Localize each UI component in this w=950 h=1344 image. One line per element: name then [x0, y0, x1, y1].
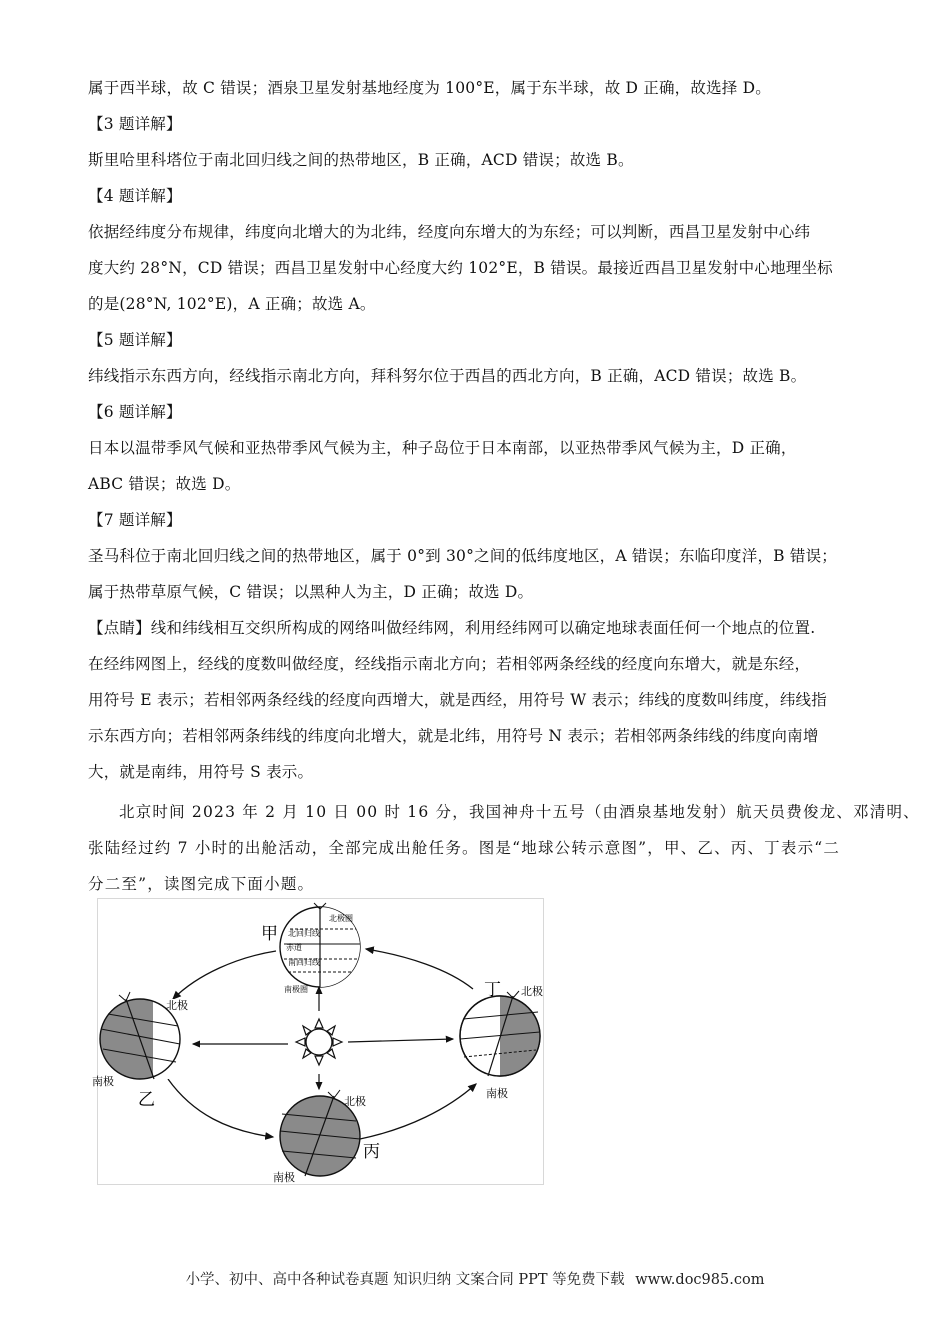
section-heading: 【5 题详解】	[88, 331, 182, 349]
label-jia: 甲	[261, 924, 278, 944]
section-heading: 【7 题详解】	[88, 511, 182, 529]
text-line: 度大约 28°N，CD 错误；西昌卫星发射中心经度大约 102°E，B 错误。最接近西昌卫星发射中心地理坐标	[88, 259, 833, 277]
page-footer	[0, 1268, 950, 1289]
earth-yi	[92, 992, 188, 1110]
label-equator: 赤道	[286, 943, 302, 952]
label-north-pole: 北极	[166, 999, 188, 1012]
document-body	[88, 70, 920, 902]
earth-revolution-diagram	[92, 898, 544, 1185]
section-heading: 【6 题详解】	[88, 403, 182, 421]
text-line: 北京时间 2023 年 2 月 10 日 00 时 16 分，我国神舟十五号（由酒泉基地发射）航天员费俊龙、邓清明、	[119, 803, 920, 821]
label-arctic-circle: 北极圈	[329, 914, 353, 923]
text-line: 大，就是南纬，用符号 S 表示。	[88, 763, 314, 781]
section-heading: 【4 题详解】	[88, 187, 182, 205]
text-line: 【点睛】线和纬线相互交织所构成的网络叫做经纬网，利用经纬网可以确定地球表面任何一个地点的位置.	[88, 619, 816, 637]
orbit-arrow	[360, 1084, 476, 1139]
label-south-pole: 南极	[92, 1075, 114, 1088]
text-line: 纬线指示东西方向，经线指示南北方向，拜科努尔位于西昌的西北方向，B 正确，ACD 错误；故选 B。	[88, 367, 807, 385]
label-south-pole: 南极	[486, 1087, 508, 1100]
footer-link[interactable]: www.doc985.com	[635, 1272, 765, 1288]
earth-jia	[261, 903, 360, 994]
text-line: 依据经纬度分布规律，纬度向北增大的为北纬，经度向东增大的为东经；可以判断，西昌卫星发射中心纬	[88, 223, 811, 241]
sun-icon	[296, 1019, 342, 1065]
label-south-pole: 南极	[273, 1171, 295, 1184]
text-line: 用符号 E 表示；若相邻两条经线的经度向西增大，就是西经，用符号 W 表示；纬线的度数叫纬度，纬线指	[88, 691, 827, 709]
text-line: 示东西方向；若相邻两条纬线的纬度向北增大，就是北纬，用符号 N 表示；若相邻两条纬线的纬度向南增	[88, 727, 819, 745]
label-yi: 乙	[138, 1090, 155, 1110]
question-intro	[88, 794, 920, 902]
label-north-pole: 北极	[521, 985, 543, 998]
orbit-arrow	[168, 1079, 273, 1137]
text-line: 属于热带草原气候，C 错误；以黑种人为主，D 正确；故选 D。	[88, 583, 534, 601]
text-line: 圣马科位于南北回归线之间的热带地区，属于 0°到 30°之间的低纬度地区，A 错误；东临印度洋，B 错误；	[88, 547, 837, 565]
text-line: 日本以温带季风气候和亚热带季风气候为主，种子岛位于日本南部，以亚热带季风气候为主，D 正确，	[88, 439, 797, 457]
label-ding: 丁	[484, 980, 501, 1000]
text-line: 斯里哈里科塔位于南北回归线之间的热带地区，B 正确，ACD 错误；故选 B。	[88, 151, 634, 169]
label-bing: 丙	[363, 1142, 380, 1162]
text-line: 的是(28°N, 102°E)，A 正确；故选 A。	[88, 295, 376, 313]
label-north-pole: 北极	[344, 1095, 366, 1108]
label-tropic-capricorn: 南回归线	[288, 958, 320, 967]
label-antarctic-circle: 南极圈	[284, 985, 308, 994]
label-tropic-cancer: 北回归线	[288, 929, 320, 938]
earth-bing	[273, 1090, 380, 1184]
earth-ding	[460, 980, 543, 1100]
text-line: 分二至”，读图完成下面小题。	[88, 875, 315, 893]
footer-text: 小学、初中、高中各种试卷真题 知识归纳 文案合同 PPT 等免费下载	[185, 1272, 625, 1288]
text-line: 在经纬网图上，经线的度数叫做经度，经线指示南北方向；若相邻两条经线的经度向东增大，就是东经，	[88, 655, 811, 673]
text-line: 张陆经过约 7 小时的出舱活动，全部完成出舱任务。图是“地球公转示意图”，甲、乙、丙、丁表示“二	[88, 839, 841, 857]
text-line: ABC 错误；故选 D。	[88, 475, 241, 493]
orbit-arrow	[173, 951, 276, 999]
section-heading: 【3 题详解】	[88, 115, 182, 133]
text-line: 属于西半球，故 C 错误；酒泉卫星发射基地经度为 100°E，属于东半球，故 D 正确，故选择 D。	[88, 79, 771, 97]
orbit-arrow	[366, 949, 473, 989]
